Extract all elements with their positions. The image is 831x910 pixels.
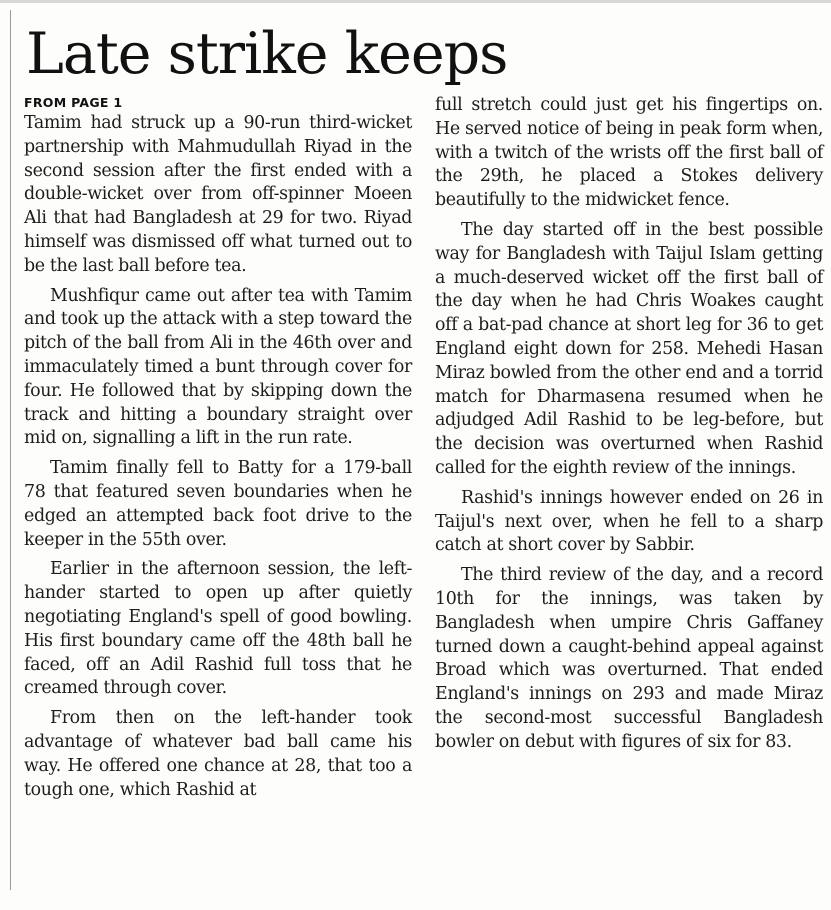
paragraph: Tamim finally fell to Batty for a 179-ball 78 that featured seven boundaries when he edged an attempted back foot drive to the keeper in the 55th over. xyxy=(24,458,412,550)
right-column xyxy=(435,94,823,761)
paragraph: From then on the left-hander took advantage of whatever bad ball came his way. He offered one chance at 28, that too a tough one, which Rashid at xyxy=(24,708,412,800)
paragraph: The day started off in the best possible way for Bangladesh with Taijul Islam getting a much-deserved wicket off the first ball of the day when he had Chris Woakes caught off a bat-pad chance at short leg for 36 to get England eight down for 258. Mehedi Hasan Miraz bowled from the other end and a torrid match for Dharmasena resumed when he adjudged Adil Rashid to be leg-before, but the decision was overturned when Rashid called for the eighth review of the innings. xyxy=(435,219,823,478)
paragraph: full stretch could just get his fingertips on. He served notice of being in peak form when, with a twitch of the wrists off the first ball of the 29th, he placed a Stokes delivery beautifully to the midwicket fence. xyxy=(435,95,823,211)
paragraph: Earlier in the afternoon session, the left-hander started to open up after quietly negotiating England's spell of good bowling. His first boundary came off the 48th ball he faced, off an Adil Rashid full toss that he creamed through cover. xyxy=(24,559,412,699)
paragraph: The third review of the day, and a record 10th for the innings, was taken by Bangladesh when umpire Chris Gaffaney turned down a caught-behind appeal against Broad which was overturned. That ended England's innings on 293 and made Miraz the second-most successful Bangladesh bowler on debut with figures of six for 83. xyxy=(435,565,823,752)
paragraph: Rashid's innings however ended on 26 in Taijul's next over, when he fell to a sharp catch at short cover by Sabbir. xyxy=(435,487,823,556)
headline: Late strike keeps xyxy=(26,21,508,87)
paragraph: Tamim had struck up a 90-run third-wicket partnership with Mahmudullah Riyad in the second session after the first ended with a double-wicket over from off-spinner Moeen Ali that had Bangladesh at 29 for two. Riyad himself was dismissed off what turned out to be the last ball before tea. xyxy=(24,113,412,276)
column-rule xyxy=(10,10,11,890)
left-column xyxy=(24,94,412,808)
kicker: FROM PAGE 1 xyxy=(24,95,123,110)
top-divider xyxy=(0,0,831,3)
paragraph: Mushfiqur came out after tea with Tamim and took up the attack with a step toward the pitch of the ball from Ali in the 46th over and immaculately timed a bunt through cover for four. He followed that by skipping down the track and hitting a boundary straight over mid on, signalling a lift in the run rate. xyxy=(24,285,412,449)
